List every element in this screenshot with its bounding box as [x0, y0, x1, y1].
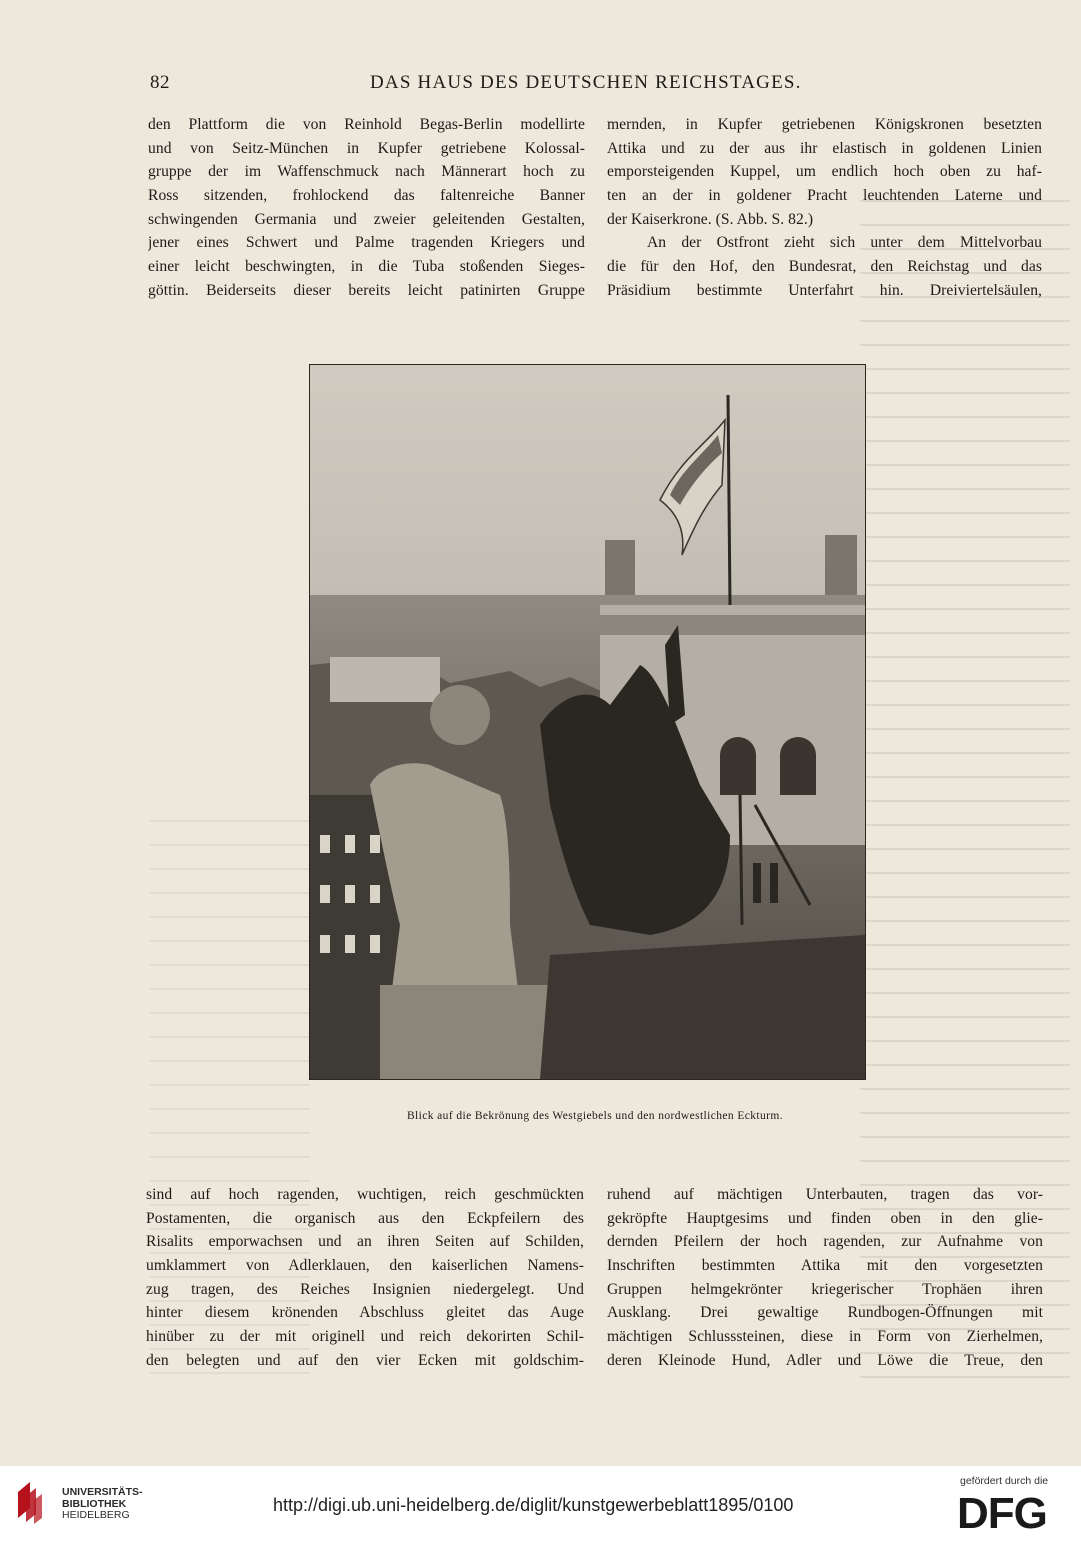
- text-line: Risalits emporwachsen und an ihren Seiten auf Schilden,: [146, 1233, 584, 1251]
- photograph-drawing: [310, 365, 865, 1079]
- person-figure: [770, 863, 778, 903]
- text-line: deren Kleinode Hund, Adler und Löwe die Treue, den: [607, 1351, 1043, 1369]
- text-column-left-bottom: [146, 1183, 584, 1373]
- text-line: ten an der in goldener Pracht leuchtenden Laterne und: [607, 187, 1042, 205]
- text-line: Postamenten, die organisch aus den Eckpfeilern des: [146, 1209, 584, 1227]
- crown-ornament: [430, 685, 490, 745]
- text-line: sind auf hoch ragenden, wuchtigen, reich geschmückten: [146, 1186, 584, 1203]
- cornice: [600, 615, 865, 635]
- text-column-right-bottom: [607, 1183, 1043, 1373]
- text-line: schwingenden Germania und zweier geleitenden Gestalten,: [148, 210, 585, 228]
- text-line: göttin. Beiderseits dieser bereits leicht patinirten Gruppe: [148, 281, 585, 299]
- permalink-url[interactable]: http://digi.ub.uni-heidelberg.de/diglit/kunstgewerbeblatt1895/0100: [273, 1495, 794, 1515]
- text-line: hinüber zu der mit originell und reich dekorirten Schil-: [146, 1328, 584, 1346]
- library-name: [62, 1487, 143, 1522]
- text-line: jener eines Schwert und Palme tragenden Kriegers und: [148, 234, 585, 252]
- text-line: den Plattform die von Reinhold Begas-Berlin modellirte: [148, 116, 585, 133]
- text-line: An der Ostfront zieht sich unter dem Mittelvorbau: [647, 234, 1042, 252]
- library-line: BIBLIOTHEK: [62, 1497, 127, 1510]
- corner-statue-right: [825, 535, 857, 595]
- building-windows: [320, 835, 380, 953]
- roof-terrace: [540, 935, 865, 1079]
- distant-building: [330, 657, 440, 702]
- text-line: und von Seitz-München in Kupfer getriebene Kolossal-: [148, 139, 585, 157]
- text-column-right-top: [607, 113, 1042, 303]
- text-line: Präsidium bestimmte Unterfahrt hin. Dreiviertelsäulen,: [607, 281, 1042, 299]
- text-line: dernden Pfeilern der hoch ragenden, zur Aufnahme von: [607, 1233, 1043, 1251]
- corner-statue-left: [605, 540, 635, 595]
- text-line: Ausklang. Drei gewaltige Rundbogen-Öffnungen mit: [607, 1304, 1043, 1322]
- text-line: Gruppen helmgekrönter kriegerischer Trophäen ihren: [607, 1280, 1043, 1298]
- library-line: UNIVERSITÄTS-: [62, 1486, 143, 1498]
- funded-by-label: gefördert durch die: [960, 1475, 1049, 1487]
- text-line: mächtigen Schlusssteinen, diese in Form von Zierhelmen,: [607, 1328, 1043, 1346]
- running-title: DAS HAUS DES DEUTSCHEN REICHSTAGES.: [370, 72, 802, 93]
- text-line: Attika und zu der aus ihr elastisch in goldenen Linien: [607, 139, 1042, 157]
- text-line: Inschriften bestimmten Attika mit den vorgesetzten: [607, 1257, 1043, 1275]
- person-figure: [753, 863, 761, 903]
- text-line: gruppe der im Waffenschmuck nach Männerart hoch zu: [148, 163, 585, 181]
- page-number: 82: [150, 72, 170, 93]
- text-line: zug tragen, des Reiches Insignien niedergelegt. Und: [146, 1280, 584, 1298]
- text-line: ruhend auf mächtigen Unterbauten, tragen das vor-: [607, 1186, 1043, 1203]
- text-line: den belegten und auf den vier Ecken mit goldschim-: [146, 1351, 584, 1369]
- text-line: einer leicht beschwingten, in die Tuba stoßenden Sieges-: [148, 258, 585, 276]
- text-column-left-top: [148, 113, 585, 303]
- ub-heidelberg-logo-icon[interactable]: [12, 1478, 56, 1531]
- text-line: umklammert von Adlerklauen, den kaiserlichen Namens-: [146, 1257, 584, 1275]
- base-block: [380, 985, 560, 1079]
- text-line: Ross sitzenden, frohlockend das faltenreiche Banner: [148, 187, 585, 205]
- library-line: HEIDELBERG: [62, 1509, 130, 1521]
- text-line: emporsteigenden Kuppel, um endlich hoch oben zu haf-: [607, 163, 1042, 181]
- text-line: hinter diesem krönenden Abschluss gleitet das Auge: [146, 1304, 584, 1322]
- text-line: die für den Hof, den Bundesrat, den Reichstag und das: [607, 258, 1042, 276]
- text-line: gekröpfte Hauptgesims und finden oben in den glie-: [607, 1209, 1043, 1227]
- figure-caption: Blick auf die Bekrönung des Westgiebels und den nordwestlichen Eckturm.: [406, 1110, 784, 1122]
- text-line: mernden, in Kupfer getriebenen Königskronen besetzten: [607, 116, 1042, 133]
- flagpole: [728, 395, 730, 605]
- text-line: der Kaiserkrone. (S. Abb. S. 82.): [607, 210, 814, 228]
- photograph-reichstag-crown-sculpture: [309, 364, 866, 1080]
- dfg-logo[interactable]: DFG: [957, 1489, 1047, 1538]
